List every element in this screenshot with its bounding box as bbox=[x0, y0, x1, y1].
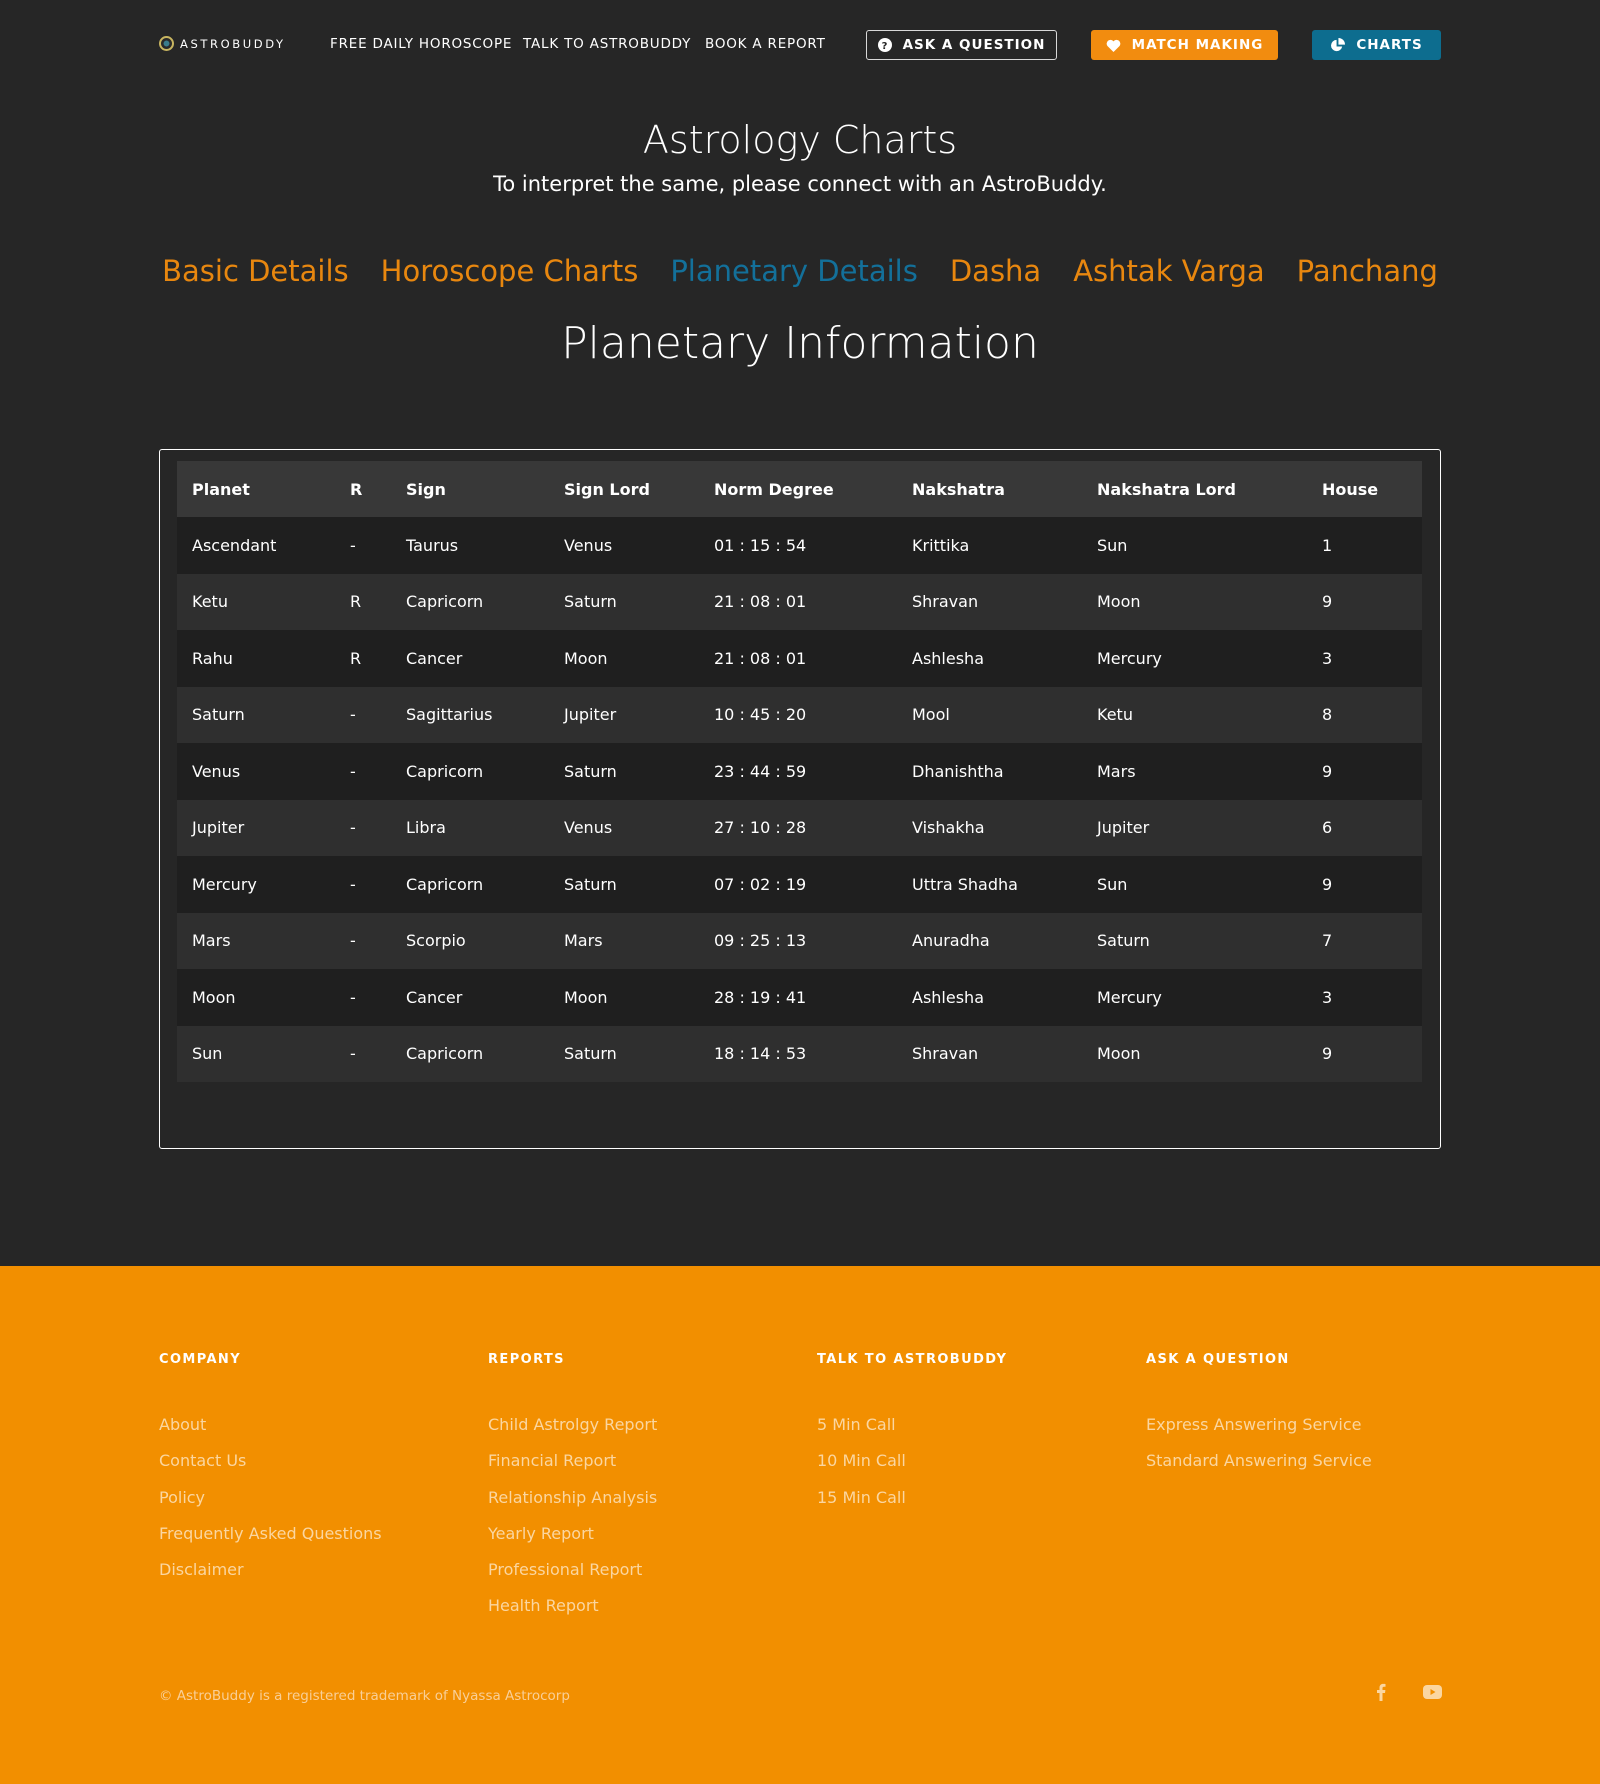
cell-nakshatra: Shravan bbox=[897, 1026, 1082, 1083]
cell-retrograde: - bbox=[335, 856, 391, 913]
column-header-retrograde: R bbox=[335, 461, 391, 517]
cell-norm-degree: 21 : 08 : 01 bbox=[699, 574, 897, 631]
table-row bbox=[177, 800, 1422, 857]
cell-retrograde: R bbox=[335, 574, 391, 631]
footer-link-child-report[interactable]: Child Astrolgy Report bbox=[488, 1415, 658, 1434]
nav-book-a-report[interactable]: BOOK A REPORT bbox=[705, 36, 826, 52]
cell-nakshatra-lord: Moon bbox=[1082, 574, 1307, 631]
footer-column-ask bbox=[1146, 1352, 1372, 1480]
cell-sign-lord: Mars bbox=[549, 913, 699, 970]
table-row bbox=[177, 969, 1422, 1026]
nav-talk-to-astrobuddy[interactable]: TALK TO ASTROBUDDY bbox=[523, 36, 692, 52]
cell-sign: Capricorn bbox=[391, 1026, 549, 1083]
table-header-row bbox=[177, 461, 1422, 517]
table-row bbox=[177, 856, 1422, 913]
cell-planet: Jupiter bbox=[177, 800, 335, 857]
cell-sign-lord: Venus bbox=[549, 800, 699, 857]
cell-nakshatra-lord: Sun bbox=[1082, 856, 1307, 913]
footer-link-about[interactable]: About bbox=[159, 1415, 207, 1434]
section-title: Planetary Information bbox=[561, 318, 1039, 369]
tab-panchang[interactable]: Panchang bbox=[1296, 254, 1438, 288]
cell-nakshatra: Dhanishtha bbox=[897, 743, 1082, 800]
footer-link-10-min-call[interactable]: 10 Min Call bbox=[817, 1451, 906, 1471]
cell-retrograde: R bbox=[335, 630, 391, 687]
cell-house: 3 bbox=[1307, 630, 1422, 687]
match-making-button[interactable] bbox=[1091, 30, 1278, 60]
question-circle-icon bbox=[878, 38, 892, 52]
footer-column-company bbox=[159, 1352, 382, 1588]
cell-retrograde: - bbox=[335, 687, 391, 744]
cell-sign: Sagittarius bbox=[391, 687, 549, 744]
svg-text:?: ? bbox=[881, 41, 888, 52]
cell-planet: Ascendant bbox=[177, 517, 335, 574]
cell-nakshatra: Krittika bbox=[897, 517, 1082, 574]
cell-planet: Venus bbox=[177, 743, 335, 800]
cell-planet: Saturn bbox=[177, 687, 335, 744]
cell-nakshatra: Ashlesha bbox=[897, 630, 1082, 687]
cell-sign-lord: Moon bbox=[549, 630, 699, 687]
footer-column-reports bbox=[488, 1352, 657, 1625]
cell-sign: Capricorn bbox=[391, 574, 549, 631]
cell-house: 6 bbox=[1307, 800, 1422, 857]
footer-heading: COMPANY bbox=[159, 1352, 242, 1367]
cell-sign: Capricorn bbox=[391, 856, 549, 913]
footer-heading: TALK TO ASTROBUDDY bbox=[817, 1352, 1008, 1367]
nav-free-daily-horoscope[interactable]: FREE DAILY HOROSCOPE bbox=[330, 36, 513, 52]
cell-nakshatra-lord: Mars bbox=[1082, 743, 1307, 800]
table-row bbox=[177, 913, 1422, 970]
cell-sign: Taurus bbox=[391, 517, 549, 574]
table-row bbox=[177, 743, 1422, 800]
logo-text: ASTROBUDDY bbox=[180, 36, 286, 51]
cell-planet: Sun bbox=[177, 1026, 335, 1083]
cell-house: 9 bbox=[1307, 856, 1422, 913]
table-row bbox=[177, 574, 1422, 631]
footer-link-relationship-analysis[interactable]: Relationship Analysis bbox=[488, 1487, 658, 1507]
page-title: Astrology Charts bbox=[642, 118, 958, 162]
ask-question-label: ASK A QUESTION bbox=[902, 37, 1046, 53]
column-header-norm-degree: Norm Degree bbox=[699, 461, 897, 517]
cell-planet: Mercury bbox=[177, 856, 335, 913]
footer-heading: ASK A QUESTION bbox=[1146, 1352, 1290, 1367]
cell-sign-lord: Saturn bbox=[549, 856, 699, 913]
cell-sign: Cancer bbox=[391, 630, 549, 687]
cell-retrograde: - bbox=[335, 969, 391, 1026]
cell-house: 8 bbox=[1307, 687, 1422, 744]
cell-sign-lord: Moon bbox=[549, 969, 699, 1026]
table-body bbox=[177, 517, 1422, 1082]
tab-dasha[interactable]: Dasha bbox=[949, 254, 1042, 288]
cell-norm-degree: 21 : 08 : 01 bbox=[699, 630, 897, 687]
cell-sign: Capricorn bbox=[391, 743, 549, 800]
footer-link-contact-us[interactable]: Contact Us bbox=[159, 1451, 247, 1471]
copyright-text: © AstroBuddy is a registered trademark of Nyassa Astrocorp bbox=[159, 1688, 570, 1704]
cell-sign-lord: Saturn bbox=[549, 574, 699, 631]
footer-link-health-report[interactable]: Health Report bbox=[488, 1596, 599, 1616]
cell-sign-lord: Venus bbox=[549, 517, 699, 574]
column-header-nakshatra: Nakshatra bbox=[897, 461, 1082, 517]
column-header-house: House bbox=[1307, 461, 1422, 517]
planetary-table-container bbox=[159, 449, 1441, 1149]
cell-norm-degree: 10 : 45 : 20 bbox=[699, 687, 897, 744]
tab-ashtak-varga[interactable]: Ashtak Varga bbox=[1073, 254, 1265, 288]
cell-norm-degree: 09 : 25 : 13 bbox=[699, 913, 897, 970]
cell-nakshatra: Uttra Shadha bbox=[897, 856, 1082, 913]
match-making-label: MATCH MAKING bbox=[1131, 37, 1264, 53]
charts-label: CHARTS bbox=[1356, 37, 1423, 53]
cell-nakshatra-lord: Saturn bbox=[1082, 913, 1307, 970]
cell-sign-lord: Jupiter bbox=[549, 687, 699, 744]
footer-link-5-min-call[interactable]: 5 Min Call bbox=[817, 1415, 896, 1434]
cell-retrograde: - bbox=[335, 517, 391, 574]
cell-sign-lord: Saturn bbox=[549, 743, 699, 800]
cell-nakshatra-lord: Moon bbox=[1082, 1026, 1307, 1083]
footer-link-standard-answering[interactable]: Standard Answering Service bbox=[1146, 1451, 1372, 1471]
cell-norm-degree: 18 : 14 : 53 bbox=[699, 1026, 897, 1083]
cell-sign: Cancer bbox=[391, 969, 549, 1026]
charts-button[interactable] bbox=[1312, 30, 1441, 60]
planetary-table bbox=[177, 461, 1422, 1082]
cell-nakshatra-lord: Jupiter bbox=[1082, 800, 1307, 857]
footer-heading: REPORTS bbox=[488, 1352, 565, 1367]
cell-house: 7 bbox=[1307, 913, 1422, 970]
cell-nakshatra-lord: Mercury bbox=[1082, 969, 1307, 1026]
cell-retrograde: - bbox=[335, 913, 391, 970]
footer-column-talk bbox=[817, 1352, 1007, 1516]
cell-norm-degree: 27 : 10 : 28 bbox=[699, 800, 897, 857]
table-row bbox=[177, 517, 1422, 574]
cell-nakshatra-lord: Ketu bbox=[1082, 687, 1307, 744]
cell-house: 9 bbox=[1307, 743, 1422, 800]
cell-nakshatra: Vishakha bbox=[897, 800, 1082, 857]
ask-question-button[interactable] bbox=[866, 30, 1057, 60]
cell-norm-degree: 28 : 19 : 41 bbox=[699, 969, 897, 1026]
footer-link-faq[interactable]: Frequently Asked Questions bbox=[159, 1523, 382, 1543]
heart-icon bbox=[1106, 39, 1121, 52]
tab-planetary-details[interactable]: Planetary Details bbox=[670, 254, 918, 288]
cell-nakshatra: Mool bbox=[897, 687, 1082, 744]
cell-house: 9 bbox=[1307, 1026, 1422, 1083]
cell-norm-degree: 01 : 15 : 54 bbox=[699, 517, 897, 574]
footer-link-disclaimer[interactable]: Disclaimer bbox=[159, 1560, 244, 1580]
cell-planet: Rahu bbox=[177, 630, 335, 687]
table-row bbox=[177, 630, 1422, 687]
site-footer bbox=[0, 1266, 1600, 1784]
footer-link-professional-report[interactable]: Professional Report bbox=[488, 1560, 643, 1580]
footer-link-yearly-report[interactable]: Yearly Report bbox=[488, 1523, 594, 1543]
cell-nakshatra: Ashlesha bbox=[897, 969, 1082, 1026]
page-subtitle: To interpret the same, please connect with an AstroBuddy. bbox=[493, 172, 1107, 196]
footer-link-financial-report[interactable]: Financial Report bbox=[488, 1451, 617, 1471]
tab-basic-details[interactable]: Basic Details bbox=[162, 254, 349, 288]
facebook-icon[interactable] bbox=[1369, 1680, 1393, 1704]
cell-sign-lord: Saturn bbox=[549, 1026, 699, 1083]
cell-house: 9 bbox=[1307, 574, 1422, 631]
cell-retrograde: - bbox=[335, 1026, 391, 1083]
column-header-planet: Planet bbox=[177, 461, 335, 517]
cell-nakshatra-lord: Mercury bbox=[1082, 630, 1307, 687]
column-header-sign-lord: Sign Lord bbox=[549, 461, 699, 517]
cell-planet: Mars bbox=[177, 913, 335, 970]
cell-house: 3 bbox=[1307, 969, 1422, 1026]
cell-sign: Scorpio bbox=[391, 913, 549, 970]
cell-house: 1 bbox=[1307, 517, 1422, 574]
logo[interactable] bbox=[159, 36, 286, 51]
cell-planet: Moon bbox=[177, 969, 335, 1026]
column-header-nakshatra-lord: Nakshatra Lord bbox=[1082, 461, 1307, 517]
cell-sign: Libra bbox=[391, 800, 549, 857]
cell-norm-degree: 23 : 44 : 59 bbox=[699, 743, 897, 800]
cell-retrograde: - bbox=[335, 743, 391, 800]
cell-nakshatra-lord: Sun bbox=[1082, 517, 1307, 574]
youtube-icon[interactable] bbox=[1420, 1680, 1444, 1704]
site-header bbox=[0, 0, 1600, 90]
tab-horoscope-charts[interactable]: Horoscope Charts bbox=[380, 254, 639, 288]
footer-link-policy[interactable]: Policy bbox=[159, 1487, 206, 1507]
cell-retrograde: - bbox=[335, 800, 391, 857]
table-row bbox=[177, 687, 1422, 744]
logo-emblem-icon bbox=[159, 36, 174, 51]
chart-tabs bbox=[0, 254, 1600, 288]
footer-link-express-answering[interactable]: Express Answering Service bbox=[1146, 1415, 1362, 1434]
footer-link-15-min-call[interactable]: 15 Min Call bbox=[817, 1487, 906, 1507]
cell-norm-degree: 07 : 02 : 19 bbox=[699, 856, 897, 913]
cell-nakshatra: Shravan bbox=[897, 574, 1082, 631]
cell-planet: Ketu bbox=[177, 574, 335, 631]
table-row bbox=[177, 1026, 1422, 1083]
pie-chart-icon bbox=[1330, 38, 1345, 53]
cell-nakshatra: Anuradha bbox=[897, 913, 1082, 970]
column-header-sign: Sign bbox=[391, 461, 549, 517]
